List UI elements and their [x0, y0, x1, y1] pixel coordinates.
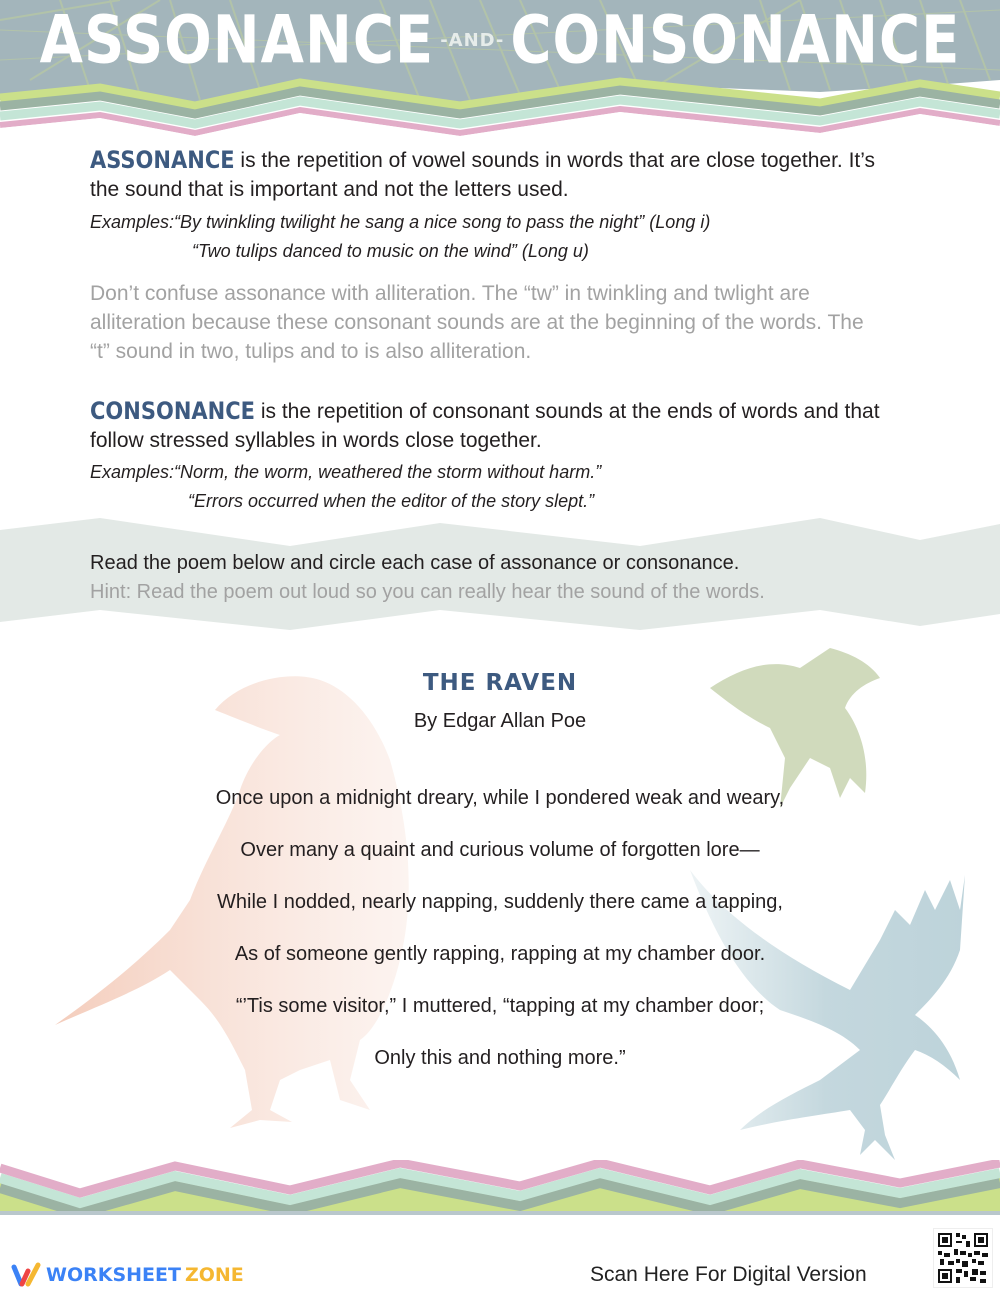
assonance-keyword: ASSONANCE	[90, 146, 235, 174]
poem-line: As of someone gently rapping, rapping at my chamber door.	[234, 943, 766, 965]
qr-code-icon[interactable]	[933, 1228, 993, 1288]
examples-label: Examples:	[90, 462, 175, 482]
assonance-example-1	[90, 208, 710, 237]
instruction-band	[0, 518, 1000, 636]
poem-line: Once upon a midnight dreary, while I pondered weak and weary,	[215, 787, 785, 809]
poem-title: THE RAVEN	[422, 670, 578, 696]
worksheetzone-logo[interactable]	[10, 1262, 244, 1288]
page-title	[0, 2, 1000, 79]
logo-text-worksheet: WORKSHEET	[46, 1264, 181, 1286]
scan-label: Scan Here For Digital Version	[590, 1263, 867, 1286]
note-line-3: “t” sound in two, tulips and to is also alliteration.	[90, 340, 532, 363]
example-text: “By twinkling twilight he sang a nice song to pass the night” (Long i)	[174, 212, 711, 232]
poem-author: By Edgar Allan Poe	[413, 710, 587, 732]
logo-text-zone: ZONE	[184, 1264, 244, 1286]
assonance-example-2: “Two tulips danced to music on the wind” (Long u)	[192, 241, 589, 261]
note-line-1: Don’t confuse assonance with alliteration. The “tw” in twinkling and twlight are	[90, 282, 810, 305]
consonance-example-1	[90, 458, 601, 487]
footer-zigzag-border	[0, 1160, 1000, 1215]
instruction-hint: Hint: Read the poem out loud so you can really hear the sound of the words.	[90, 581, 765, 603]
poem-line: Only this and nothing more.”	[374, 1047, 626, 1069]
consonance-keyword: CONSONANCE	[90, 397, 255, 425]
consonance-example-2: “Errors occurred when the editor of the story slept.”	[188, 491, 595, 511]
alliteration-note	[90, 279, 960, 366]
example-text: “Norm, the worm, weathered the storm without harm.”	[174, 462, 602, 482]
consonance-definition-line1: is the repetition of consonant sounds at the ends of words and that	[254, 400, 880, 423]
instruction-main: Read the poem below and circle each case of assonance or consonance.	[90, 552, 740, 574]
examples-label: Examples:	[90, 212, 175, 232]
title-and: -AND-	[440, 30, 505, 51]
consonance-definition-line2: follow stressed syllables in words close together.	[90, 429, 542, 452]
title-consonance: CONSONANCE	[510, 2, 961, 79]
header-banner	[0, 0, 1000, 140]
note-line-2: alliteration because these consonant sounds are at the beginning of the words. The	[90, 311, 864, 334]
poem-line: While I nodded, nearly napping, suddenly there came a tapping,	[217, 891, 783, 913]
poem-line: Over many a quaint and curious volume of forgotten lore—	[240, 839, 760, 861]
consonance-definition	[90, 397, 960, 455]
assonance-definition-line1: is the repetition of vowel sounds in words that are close together. It’s	[234, 149, 876, 172]
title-assonance: ASSONANCE	[39, 2, 435, 79]
assonance-definition-line2: the sound that is important and not the letters used.	[90, 178, 569, 201]
poem-line: “’Tis some visitor,” I muttered, “tapping at my chamber door;	[235, 995, 765, 1017]
assonance-definition	[90, 146, 960, 204]
worksheetzone-logo-icon	[10, 1262, 46, 1288]
